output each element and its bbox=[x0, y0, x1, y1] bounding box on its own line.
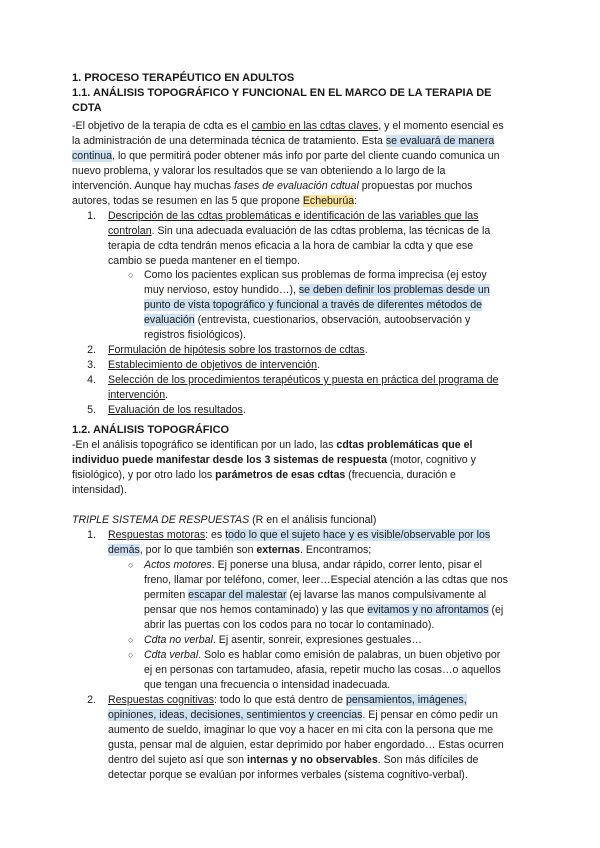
list-number: 3. bbox=[87, 359, 96, 371]
motor-line2 bbox=[108, 543, 371, 558]
text: , lo que permitirá poder obtener más info por parte del cliente cuando comunica un bbox=[112, 150, 500, 162]
para2-line1 bbox=[72, 438, 472, 453]
actos-line3 bbox=[144, 588, 486, 603]
italic-text: Cdta no verbal bbox=[144, 634, 213, 646]
cognitive-line4: gusta, pensar mal de alguien, estar deprimido por haber engordado… Estas ocurren bbox=[108, 739, 504, 751]
hollow-bullet-icon: ○ bbox=[128, 650, 134, 660]
bold-text: externas bbox=[256, 544, 300, 556]
italic-text: Cdta verbal bbox=[144, 649, 199, 661]
heading-1: 1. PROCESO TERAPÉUTICO EN ADULTOS bbox=[72, 72, 295, 84]
heading-1-2: 1.2. ANÁLISIS TOPOGRÁFICO bbox=[72, 424, 230, 436]
underlined-text: Establecimiento de objetivos de intervención bbox=[108, 359, 318, 371]
hollow-bullet-icon: ○ bbox=[128, 560, 134, 570]
bold-text: internas y no observables bbox=[247, 754, 378, 766]
highlighted-text: continua bbox=[72, 150, 113, 162]
underlined-text: Selección de los procedimientos terapéuticos y puesta en práctica del programa de bbox=[108, 374, 499, 386]
verbal-line2: ej en personas con tartamudeo, afasia, repetir mucho las cosas…o aquellos bbox=[144, 664, 501, 676]
list-number: 1. bbox=[87, 529, 96, 541]
highlighted-text: todo lo que el sujeto hace y es visible/observable por los bbox=[225, 529, 491, 541]
underlined-text: Descripción de las cdtas problemáticas e identificación de las variables que las bbox=[108, 210, 479, 222]
text: autores, todas se resumen en las 5 que propone bbox=[72, 195, 303, 207]
list-item-1-line4: cambio se pueda mantener en el tiempo. bbox=[108, 255, 300, 267]
list-number: 5. bbox=[87, 404, 96, 416]
highlighted-text: escapar del malestar bbox=[188, 589, 287, 601]
cognitive-line3: aumento de sueldo, imaginar lo que voy a hacer en mi cita con la persona que me bbox=[108, 724, 494, 736]
text: pensar que nos hemos contaminado) y las que bbox=[144, 604, 368, 616]
para1-line1 bbox=[72, 119, 504, 134]
hollow-bullet-icon: ○ bbox=[128, 635, 134, 645]
triple-title bbox=[72, 513, 376, 528]
text: -En el análisis topográfico se identifican por un lado, las bbox=[72, 439, 337, 451]
list-number: 1. bbox=[87, 210, 96, 222]
highlighted-text: se evaluará de manera bbox=[385, 135, 495, 147]
list-item-5 bbox=[108, 403, 246, 418]
underlined-text: Formulación de hipótesis sobre los trastornos de cdtas bbox=[108, 344, 365, 356]
text: propuestas por muchos bbox=[358, 180, 473, 192]
text: . bbox=[242, 404, 246, 416]
list-item-1-line1 bbox=[108, 209, 478, 224]
text: -El objetivo de la terapia de cdta es el bbox=[72, 120, 252, 132]
underlined-text: Evaluación de los resultados bbox=[108, 404, 243, 416]
text: intervención. Aunque hay muchas bbox=[72, 180, 234, 192]
cognitive-line1 bbox=[108, 693, 467, 708]
sub-item-line4 bbox=[144, 313, 470, 328]
no-verbal-line bbox=[144, 633, 422, 648]
list-item-4-line2 bbox=[108, 388, 168, 403]
text: permiten bbox=[144, 589, 189, 601]
text: , por lo que también son bbox=[139, 544, 257, 556]
text: . Solo es hablar como emisión de palabras, un buen objetivo por bbox=[198, 649, 501, 661]
list-item-2 bbox=[108, 343, 368, 358]
list-number: 4. bbox=[87, 374, 96, 386]
text: . Ej pensar en cómo pedir un bbox=[362, 709, 498, 721]
sub-item-line2 bbox=[144, 283, 490, 298]
text: (ej lavarse las manos compulsivamente al bbox=[286, 589, 487, 601]
para1-line3 bbox=[72, 149, 500, 164]
verbal-line1 bbox=[144, 648, 500, 663]
text: (entrevista, cuestionarios, observación, autoobservación y bbox=[194, 314, 471, 326]
text: , y el momento esencial es bbox=[378, 120, 504, 132]
actos-line2: freno, llamar por teléfono, comer, leer…Especial atención a las cdtas que nos bbox=[144, 574, 508, 586]
text: : bbox=[354, 195, 358, 207]
para1-line4: nuevo problema, y valorar los resultados que se van obteniendo a lo largo de la bbox=[72, 165, 446, 177]
verbal-line3: que tengan una frecuencia o intensidad inadecuada. bbox=[144, 679, 391, 691]
underlined-text: cambio en las cdtas claves bbox=[251, 120, 379, 132]
highlighted-text: evitamos y no afrontamos bbox=[367, 604, 489, 616]
cognitive-line2 bbox=[108, 708, 498, 723]
text: . Ej asentir, sonreir, expresiones gestuales… bbox=[212, 634, 422, 646]
sub-item-line1: Como los pacientes explican sus problemas de forma imprecisa (ej estoy bbox=[144, 269, 487, 281]
actos-line5: abrir las puertas con los codos para no tocar lo contaminado). bbox=[144, 619, 435, 631]
text: muy nervioso, estoy hundido…), bbox=[144, 284, 299, 296]
para2-line4: intensidad). bbox=[72, 484, 127, 496]
highlighted-text: pensamientos, imágenes, bbox=[345, 694, 467, 706]
list-item-1-line2 bbox=[108, 224, 490, 239]
text: (frecuencia, duración e bbox=[345, 469, 456, 481]
para2-line2 bbox=[72, 453, 476, 468]
underlined-text: Respuestas motoras bbox=[108, 529, 206, 541]
cognitive-line5 bbox=[108, 753, 478, 768]
text: . Encontramos; bbox=[300, 544, 372, 556]
para1-line6 bbox=[72, 194, 357, 209]
para2-line3 bbox=[72, 468, 456, 483]
highlighted-text: se deben definir los problemas desde un bbox=[298, 284, 490, 296]
actos-line4 bbox=[144, 603, 503, 618]
underlined-text: intervención bbox=[108, 389, 166, 401]
highlighted-text: punto de vista topográfico y funcional a través de diferentes métodos de bbox=[144, 299, 483, 311]
sub-item-line5: registros fisiológicos). bbox=[144, 329, 246, 341]
heading-1-1-line2: CDTA bbox=[72, 102, 102, 114]
italic-text: TRIPLE SISTEMA DE RESPUESTAS bbox=[72, 514, 250, 526]
italic-text: fases de evaluación cdtual bbox=[233, 180, 359, 192]
actos-line1 bbox=[144, 558, 482, 573]
para1-line5 bbox=[72, 179, 472, 194]
highlighted-text: evaluación bbox=[144, 314, 195, 326]
text: . bbox=[317, 359, 321, 371]
text: . bbox=[364, 344, 368, 356]
text: (motor, cognitivo y bbox=[386, 454, 476, 466]
text: . Son más difíciles de bbox=[377, 754, 479, 766]
list-number: 2. bbox=[87, 694, 96, 706]
text: . Ej ponerse una blusa, andar rápido, correr lento, pisar el bbox=[211, 559, 483, 571]
text: : todo lo que está dentro de bbox=[214, 694, 346, 706]
sub-item-line3 bbox=[144, 298, 482, 313]
text: . bbox=[165, 389, 169, 401]
text: dentro del sujeto así que son bbox=[108, 754, 247, 766]
highlighted-text: demás bbox=[108, 544, 140, 556]
text: la administración de una determinada técnica de tratamiento. Esta bbox=[72, 135, 386, 147]
bold-text: parámetros de esas cdtas bbox=[215, 469, 346, 481]
highlighted-text: opiniones, ideas, decisiones, sentimientos y creencias bbox=[108, 709, 363, 721]
italic-text: Actos motores bbox=[144, 559, 212, 571]
underlined-text: Respuestas cognitivas bbox=[108, 694, 214, 706]
para1-line2 bbox=[72, 134, 494, 149]
text: : es bbox=[205, 529, 226, 541]
text: (ej bbox=[488, 604, 504, 616]
bold-text: cdtas problemáticas que el bbox=[336, 439, 473, 451]
list-item-4-line1 bbox=[108, 373, 498, 388]
heading-1-1-line1: 1.1. ANÁLISIS TOPOGRÁFICO Y FUNCIONAL EN EL MARCO DE LA TERAPIA DE bbox=[72, 87, 492, 99]
list-item-3 bbox=[108, 358, 320, 373]
hollow-bullet-icon: ○ bbox=[128, 270, 134, 280]
cognitive-line6: detectar porque se evalúan por informes verbales (sistema cognitivo-verbal). bbox=[108, 769, 468, 781]
text: fisiológico), y por otro lado los bbox=[72, 469, 216, 481]
text: . Sin una adecuada evaluación de las cdtas problema, las técnicas de la bbox=[151, 225, 491, 237]
bold-text: individuo puede manifestar desde los 3 sistemas de respuesta bbox=[72, 454, 387, 466]
highlighted-text: Echeburúa bbox=[302, 195, 355, 207]
underlined-text: controlan bbox=[108, 225, 152, 237]
list-number: 2. bbox=[87, 344, 96, 356]
text: (R en el análisis funcional) bbox=[249, 514, 377, 526]
list-item-1-line3: terapia de cdta tendrán menos eficacia a la hora de cambiar la cdta y que ese bbox=[108, 240, 474, 252]
motor-line1 bbox=[108, 528, 490, 543]
